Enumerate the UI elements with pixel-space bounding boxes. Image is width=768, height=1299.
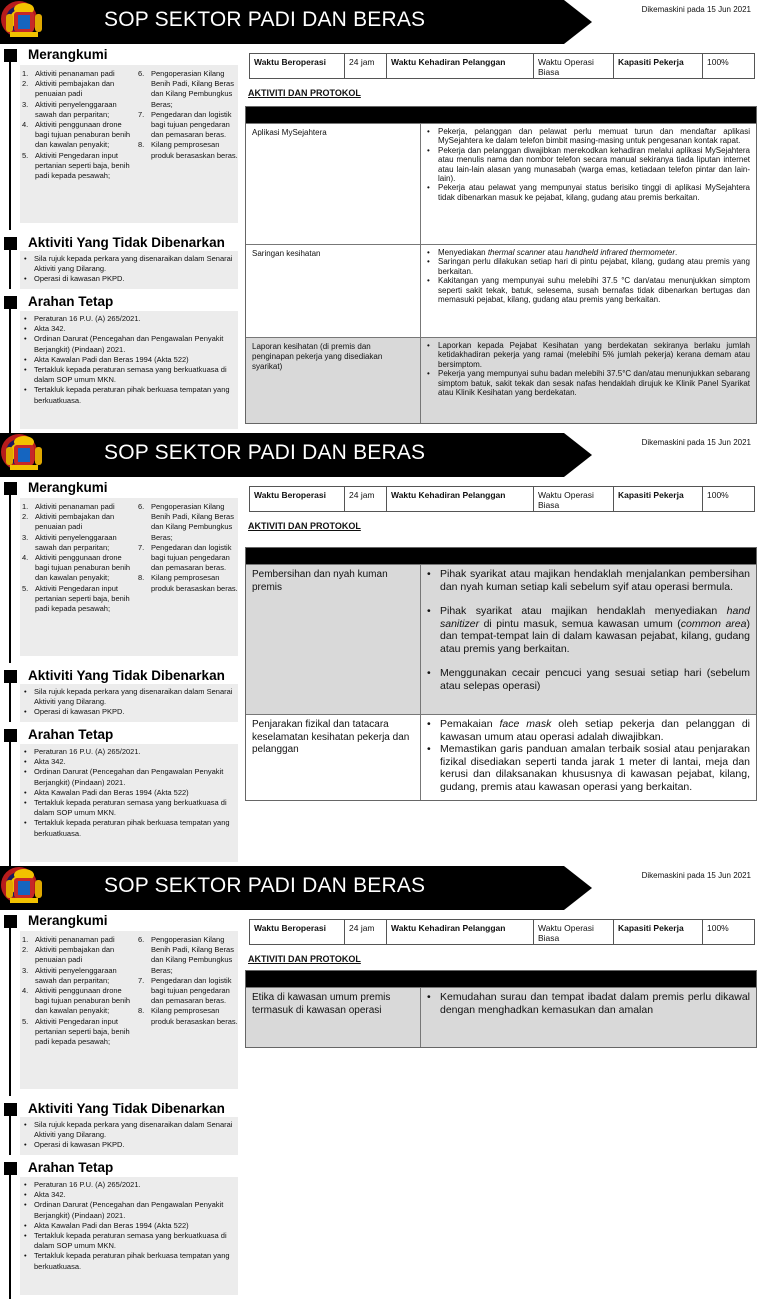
list-item-number: 1. (22, 502, 29, 511)
merangkumi-list-right (138, 935, 238, 1027)
list-item (22, 1221, 234, 1231)
bullet-icon: • (24, 254, 27, 263)
arahan-tetap-title: Arahan Tetap (28, 294, 114, 309)
kapasiti-label: Kapasiti Pekerja (614, 54, 703, 78)
table-row (246, 987, 756, 1047)
protokol-heading: AKTIVITI DAN PROTOKOL (248, 954, 361, 964)
bullet-icon: • (24, 767, 27, 777)
bullet-text: Pekerja atau pelawat yang mempunyai status berisiko tinggi di aplikasi MySejahtera tidak dibenarkan masuk ke pejabat, kilang, gudang atau premis berkaitan. (438, 183, 750, 202)
bullet-text: Kemudahan surau dan tempat ibadat dalam premis perlu dikawal dengan menghadkan kemasukan dan amalan (440, 991, 750, 1016)
list-item-text: Aktiviti Pengedaran input pertanian seperti baja, benih padi kepada pesawah; (35, 1016, 130, 1047)
tidak-dibenarkan-title: Aktiviti Yang Tidak Dibenarkan (28, 235, 225, 250)
table-header-bar (246, 971, 756, 987)
list-item-text: Akta 342. (34, 757, 66, 767)
sidebar-divider (9, 485, 11, 663)
list-item-text: Aktiviti penyelenggaraan sawah dan perparitan; (35, 99, 117, 119)
list-item-number: 2. (22, 512, 29, 522)
list-item-text: Kilang pemprosesan produk berasaskan beras. (151, 573, 238, 593)
list-item-text: Akta 342. (34, 324, 66, 334)
list-item-text: Peraturan 16 P.U. (A) 265/2021. (34, 747, 141, 756)
list-item (22, 502, 134, 512)
section-marker (4, 237, 17, 250)
bullet-item (427, 183, 750, 202)
list-item (22, 314, 234, 324)
sidebar-divider (9, 1174, 11, 1299)
bullet-icon: • (427, 183, 430, 193)
list-item (22, 986, 134, 1017)
list-item (22, 747, 234, 757)
bullet-item (427, 718, 750, 743)
list-item-number: 6. (138, 935, 145, 944)
merangkumi-list-right (138, 502, 238, 594)
sidebar-divider (9, 308, 11, 433)
bullet-icon: • (24, 354, 27, 364)
table-row (246, 714, 756, 800)
list-item (22, 1200, 234, 1220)
list-item (22, 324, 234, 334)
list-item-text: Operasi di kawasan PKPD. (34, 1140, 125, 1150)
list-item (138, 543, 238, 574)
arahan-tetap-list (22, 1180, 234, 1272)
list-item (22, 79, 134, 99)
bullet-text: Pemakaian face mask oleh setiap pekerja dan pelanggan di kawasan umum atau operasi adalah diwajibkan. (440, 718, 750, 743)
row-label: Laporan kesihatan (di premis dan penginapan pekerja yang disediakan syarikat) (246, 338, 421, 423)
bullet-icon: • (24, 757, 27, 767)
list-item-text: Aktiviti penanaman padi (35, 502, 115, 511)
list-item (22, 120, 134, 151)
bullet-icon: • (24, 1220, 27, 1230)
bullet-item (427, 341, 750, 369)
list-item (22, 945, 134, 965)
list-item-number: 3. (22, 99, 29, 109)
kehadiran-value: Waktu Operasi Biasa (534, 487, 614, 511)
kehadiran-value: Waktu Operasi Biasa (534, 54, 614, 78)
list-item-text: Akta 342. (34, 1190, 66, 1200)
kapasiti-label: Kapasiti Pekerja (614, 487, 703, 511)
row-label: Etika di kawasan umum premis termasuk di kawasan operasi (246, 988, 421, 1047)
row-bullets (421, 124, 756, 244)
list-item-number: 2. (22, 79, 29, 89)
section-marker (4, 49, 17, 62)
row-label: Saringan kesihatan (246, 245, 421, 337)
bullet-item (427, 146, 750, 184)
list-item (22, 687, 234, 707)
list-item (22, 553, 134, 584)
list-item (22, 1140, 234, 1150)
row-label: Aplikasi MySejahtera (246, 124, 421, 244)
list-item-text: Kilang pemprosesan produk berasaskan beras. (151, 1006, 238, 1026)
list-item (138, 935, 238, 976)
bullet-text: Menggunakan cecair pencuci yang sesuai setiap hari (sebelum atau selepas operasi) (440, 667, 750, 692)
bullet-item (427, 743, 750, 793)
protocol-table (245, 970, 757, 1048)
list-item-number: 3. (22, 965, 29, 975)
list-item-text: Tertakluk kepada peraturan pihak berkuasa tempatan yang berkuatkuasa. (34, 385, 230, 405)
section-marker (4, 670, 17, 683)
section-marker (4, 1162, 17, 1175)
list-item (22, 767, 234, 787)
bullet-item (427, 257, 750, 276)
list-item-number: 5. (22, 583, 29, 593)
list-item (138, 1006, 238, 1026)
list-item (138, 69, 238, 110)
list-item-text: Aktiviti Pengedaran input pertanian seperti baja, benih padi kepada pesawah; (35, 583, 130, 614)
bullet-text: Saringan perlu dilakukan setiap hari di pintu pejabat, kilang, gudang atau premis yang berkaitan. (438, 257, 750, 276)
list-item-text: Ordinan Darurat (Pencegahan dan Pengawalan Penyakit Berjangkit) (Pindaan) 2021. (34, 334, 224, 354)
list-item (22, 385, 234, 405)
spacer (427, 593, 750, 605)
sidebar-divider (9, 52, 11, 230)
bullet-icon: • (24, 787, 27, 797)
bullet-text: Pekerja, pelanggan dan pelawat perlu memuat turun dan mendaftar aplikasi MySejahtera ke dalam telefon bimbit masing-masing untuk pengesanan kontak rapat. (438, 127, 750, 146)
list-item-text: Ordinan Darurat (Pencegahan dan Pengawalan Penyakit Berjangkit) (Pindaan) 2021. (34, 767, 224, 787)
row-bullets (421, 338, 756, 423)
merangkumi-list-left (22, 935, 134, 1047)
bullet-icon: • (24, 1190, 27, 1200)
bullet-icon: • (24, 274, 27, 284)
bullet-icon: • (427, 718, 431, 730)
bullet-item (427, 369, 750, 397)
coat-of-arms-icon (0, 433, 48, 473)
list-item-number: 7. (138, 542, 145, 552)
kehadiran-label: Waktu Kehadiran Pelanggan (387, 54, 534, 78)
list-item-text: Akta Kawalan Padi dan Beras 1994 (Akta 522) (34, 787, 189, 797)
list-item-number: 4. (22, 120, 29, 130)
list-item (22, 365, 234, 385)
bullet-text: Memastikan garis panduan amalan terbaik sosial atau penjarakan fizikal disediakan seperti tanda jarak 1 meter di lantai, meja dan kerusi dan dilaksanakan khususnya di kawasan pejabat, kilang, gudang, premis atau kawasan operasi yang berkaitan. (440, 743, 750, 793)
list-item-number: 7. (138, 109, 145, 119)
table-row (246, 123, 756, 244)
bullet-icon: • (427, 276, 430, 286)
section-marker (4, 296, 17, 309)
list-item (22, 1231, 234, 1251)
list-item-text: Pengoperasian Kilang Benih Padi, Kilang Beras dan Kilang Pembungkus Beras; (151, 69, 234, 109)
bullet-icon: • (24, 314, 27, 323)
list-item-number: 4. (22, 553, 29, 563)
sidebar-divider (9, 249, 11, 289)
list-item-number: 5. (22, 1016, 29, 1026)
bullet-icon: • (427, 369, 430, 379)
list-item-text: Aktiviti penggunaan drone bagi tujuan penaburan benih dan kawalan penyakit; (35, 986, 131, 1016)
tidak-dibenarkan-list (22, 687, 234, 718)
list-item (22, 966, 134, 986)
bullet-icon: • (24, 1231, 27, 1241)
list-item-text: Aktiviti penanaman padi (35, 69, 115, 78)
bullet-icon: • (427, 257, 430, 267)
list-item (138, 502, 238, 543)
bullet-text: Pekerja dan pelanggan diwajibkan merekodkan kehadiran melalui aplikasi MySejahtera atau menulis nama dan nombor telefon secara manual sekiranya tiada liputan internet atau lain-lain alasan yang munasabah (warga emas, ketiadaan telefon pintar dan lain-lain). (438, 145, 750, 184)
list-item (22, 274, 234, 284)
list-item (138, 140, 238, 160)
sidebar-divider (9, 918, 11, 1096)
list-item-number: 4. (22, 986, 29, 996)
bullet-text: Pihak syarikat atau majikan hendaklah menjalankan pembersihan dan nyah kuman setiap kali sebelum syif atau operasi bermula. (440, 568, 750, 593)
bullet-icon: • (427, 145, 430, 155)
waktu-beroperasi-value: 24 jam (345, 920, 387, 944)
bullet-icon: • (427, 341, 430, 350)
list-item (22, 512, 134, 532)
list-item (22, 1190, 234, 1200)
list-item (22, 151, 134, 182)
bullet-item (427, 667, 750, 692)
list-item-text: Pengedaran dan logistik bagi tujuan pengedaran dan pemasaran beras. (151, 109, 232, 140)
updated-date: Dikemaskini pada 15 Jun 2021 (641, 438, 751, 447)
coat-of-arms-icon (0, 866, 48, 906)
kapasiti-label: Kapasiti Pekerja (614, 920, 703, 944)
bullet-icon: • (24, 365, 27, 375)
list-item-text: Sila rujuk kepada perkara yang disenaraikan dalam Senarai Aktiviti yang Dilarang. (34, 254, 233, 274)
list-item (138, 573, 238, 593)
bullet-item (427, 605, 750, 655)
list-item-text: Pengedaran dan logistik bagi tujuan pengedaran dan pemasaran beras. (151, 542, 232, 573)
page-title: SOP SEKTOR PADI DAN BERAS (104, 874, 426, 897)
list-item (22, 254, 234, 274)
section-marker (4, 1103, 17, 1116)
list-item-text: Sila rujuk kepada perkara yang disenaraikan dalam Senarai Aktiviti yang Dilarang. (34, 1120, 233, 1140)
list-item-number: 6. (138, 69, 145, 78)
protocol-table (245, 547, 757, 801)
list-item (22, 1180, 234, 1190)
header-banner (0, 866, 592, 910)
bullet-icon: • (24, 687, 27, 696)
list-item-text: Pengedaran dan logistik bagi tujuan pengedaran dan pemasaran beras. (151, 975, 232, 1006)
list-item-number: 8. (138, 140, 145, 150)
list-item (22, 100, 134, 120)
bullet-icon: • (24, 818, 27, 828)
header-banner (0, 433, 592, 477)
list-item-number: 1. (22, 935, 29, 944)
list-item-number: 1. (22, 69, 29, 78)
list-item-text: Aktiviti penanaman padi (35, 935, 115, 944)
merangkumi-title: Merangkumi (28, 47, 108, 62)
merangkumi-list-right (138, 69, 238, 161)
sidebar-divider (9, 1115, 11, 1155)
operation-info-table (249, 486, 755, 512)
sidebar (0, 477, 243, 866)
list-item (22, 69, 134, 79)
waktu-beroperasi-label: Waktu Beroperasi (250, 54, 345, 78)
page-3 (0, 866, 768, 1271)
merangkumi-title: Merangkumi (28, 913, 108, 928)
row-bullets (421, 565, 756, 714)
list-item-text: Aktiviti penyelenggaraan sawah dan perparitan; (35, 965, 117, 985)
bullet-item (427, 127, 750, 146)
bullet-icon: • (24, 334, 27, 344)
kapasiti-value: 100% (707, 490, 729, 500)
list-item (22, 584, 134, 615)
list-item (22, 788, 234, 798)
bullet-icon: • (24, 1120, 27, 1129)
merangkumi-list-left (22, 69, 134, 181)
section-marker (4, 915, 17, 928)
bullet-item (427, 568, 750, 593)
updated-date: Dikemaskini pada 15 Jun 2021 (641, 871, 751, 880)
bullet-icon: • (24, 1180, 27, 1189)
row-bullets (421, 715, 756, 800)
waktu-beroperasi-value: 24 jam (345, 54, 387, 78)
merangkumi-title: Merangkumi (28, 480, 108, 495)
tidak-dibenarkan-list (22, 254, 234, 285)
bullet-icon: • (427, 667, 431, 679)
spacer (427, 655, 750, 667)
bullet-icon: • (24, 1200, 27, 1210)
list-item (22, 1251, 234, 1271)
list-item (22, 355, 234, 365)
list-item-text: Tertakluk kepada peraturan pihak berkuasa tempatan yang berkuatkuasa. (34, 818, 230, 838)
bullet-icon: • (24, 707, 27, 717)
list-item-text: Tertakluk kepada peraturan semasa yang berkuatkuasa di dalam SOP umum MKN. (34, 798, 227, 818)
sidebar (0, 910, 243, 1299)
list-item (22, 533, 134, 553)
sidebar-divider (9, 682, 11, 722)
list-item-text: Aktiviti Pengedaran input pertanian seperti baja, benih padi kepada pesawah; (35, 150, 130, 181)
tidak-dibenarkan-title: Aktiviti Yang Tidak Dibenarkan (28, 1101, 225, 1116)
list-item-text: Peraturan 16 P.U. (A) 265/2021. (34, 1180, 141, 1189)
list-item-number: 2. (22, 945, 29, 955)
list-item-number: 5. (22, 150, 29, 160)
list-item-number: 8. (138, 573, 145, 583)
bullet-icon: • (24, 385, 27, 395)
tidak-dibenarkan-title: Aktiviti Yang Tidak Dibenarkan (28, 668, 225, 683)
list-item-text: Aktiviti penggunaan drone bagi tujuan penaburan benih dan kawalan penyakit; (35, 553, 131, 583)
table-row (246, 564, 756, 714)
list-item-text: Aktiviti pembajakan dan penuaian padi (35, 512, 115, 532)
section-marker (4, 482, 17, 495)
bullet-icon: • (427, 248, 430, 257)
list-item-text: Aktiviti pembajakan dan penuaian padi (35, 79, 115, 99)
list-item (22, 334, 234, 354)
table-row (246, 244, 756, 337)
bullet-text: Kakitangan yang mempunyai suhu melebihi 37.5 °C dan/atau menunjukkan simptom seperti sakit tekak, batuk, selesema, susah bernafas tidak dibenarkan bertugas dan memasuki pejabat, kilang, gudang atau premis yang berkaitan. (438, 276, 750, 305)
kehadiran-value: Waktu Operasi Biasa (534, 920, 614, 944)
list-item (22, 818, 234, 838)
list-item-number: 6. (138, 502, 145, 511)
arahan-tetap-title: Arahan Tetap (28, 1160, 114, 1175)
kapasiti-value: 100% (707, 57, 729, 67)
list-item-text: Aktiviti pembajakan dan penuaian padi (35, 945, 115, 965)
protocol-table (245, 106, 757, 424)
list-item-text: Pengoperasian Kilang Benih Padi, Kilang Beras dan Kilang Pembungkus Beras; (151, 935, 234, 975)
sidebar-divider (9, 741, 11, 866)
updated-date: Dikemaskini pada 15 Jun 2021 (641, 5, 751, 14)
list-item-text: Kilang pemprosesan produk berasaskan beras. (151, 140, 238, 160)
bullet-icon: • (24, 747, 27, 756)
bullet-icon: • (427, 568, 431, 580)
tidak-dibenarkan-list (22, 1120, 234, 1151)
page-2 (0, 433, 768, 866)
kehadiran-label: Waktu Kehadiran Pelanggan (387, 920, 534, 944)
section-marker (4, 729, 17, 742)
kehadiran-label: Waktu Kehadiran Pelanggan (387, 487, 534, 511)
list-item-text: Aktiviti penggunaan drone bagi tujuan penaburan benih dan kawalan penyakit; (35, 120, 131, 150)
list-item-text: Tertakluk kepada peraturan semasa yang berkuatkuasa di dalam SOP umum MKN. (34, 1231, 227, 1251)
list-item-text: Pengoperasian Kilang Benih Padi, Kilang Beras dan Kilang Pembungkus Beras; (151, 502, 234, 542)
list-item (22, 1120, 234, 1140)
arahan-tetap-list (22, 747, 234, 839)
bullet-item (427, 276, 750, 304)
operation-info-table (249, 53, 755, 79)
waktu-beroperasi-label: Waktu Beroperasi (250, 920, 345, 944)
bullet-text: Pihak syarikat atau majikan hendaklah menyediakan hand sanitizer di pintu masuk, semua kawasan umum (common area) dan tempat-tempat lain di dalam kawasan pejabat, kilang, gudang atau premis yang berkaitan. (440, 605, 750, 655)
sidebar (0, 44, 243, 433)
page-1 (0, 0, 768, 433)
list-item-text: Operasi di kawasan PKPD. (34, 707, 125, 717)
bullet-icon: • (24, 1251, 27, 1261)
page-title: SOP SEKTOR PADI DAN BERAS (104, 441, 426, 464)
row-bullets (421, 988, 756, 1047)
list-item-text: Peraturan 16 P.U. (A) 265/2021. (34, 314, 141, 323)
coat-of-arms-icon (0, 0, 48, 40)
bullet-icon: • (427, 605, 431, 617)
bullet-icon: • (427, 743, 431, 755)
arahan-tetap-title: Arahan Tetap (28, 727, 114, 742)
list-item (22, 935, 134, 945)
operation-info-table (249, 919, 755, 945)
row-label: Penjarakan fizikal dan tatacara keselamatan kesihatan pekerja dan pelanggan (246, 715, 421, 800)
bullet-icon: • (427, 127, 430, 136)
protokol-heading: AKTIVITI DAN PROTOKOL (248, 521, 361, 531)
bullet-icon: • (427, 991, 431, 1003)
merangkumi-list-left (22, 502, 134, 614)
page-title: SOP SEKTOR PADI DAN BERAS (104, 8, 426, 31)
list-item (138, 110, 238, 141)
bullet-text: Laporkan kepada Pejabat Kesihatan yang berdekatan sekiranya berlaku jumlah ketidakhadiran pekerja yang ramai (melebihi 5% jumlah pekerja) kerana demam atau bersimptom. (438, 341, 750, 369)
protokol-heading: AKTIVITI DAN PROTOKOL (248, 88, 361, 98)
list-item-text: Operasi di kawasan PKPD. (34, 274, 125, 284)
table-header-bar (246, 107, 756, 123)
list-item-text: Akta Kawalan Padi dan Beras 1994 (Akta 522) (34, 354, 189, 364)
list-item (22, 707, 234, 717)
bullet-icon: • (24, 324, 27, 334)
waktu-beroperasi-value: 24 jam (345, 487, 387, 511)
bullet-text: Pekerja yang mempunyai suhu badan melebihi 37.5°C dan/atau menunjukkan sebarang simptom batuk, sakit tekak dan sesak nafas hendaklah dirujuk ke Klinik Panel Syarikat atau Klinik Kesihatan yang berdekatan. (438, 369, 750, 398)
bullet-icon: • (24, 1140, 27, 1150)
kapasiti-value: 100% (707, 923, 729, 933)
list-item (22, 1017, 134, 1048)
bullet-item (427, 248, 750, 257)
list-item-text: Ordinan Darurat (Pencegahan dan Pengawalan Penyakit Berjangkit) (Pindaan) 2021. (34, 1200, 224, 1220)
waktu-beroperasi-label: Waktu Beroperasi (250, 487, 345, 511)
row-label: Pembersihan dan nyah kuman premis (246, 565, 421, 714)
list-item-text: Tertakluk kepada peraturan pihak berkuasa tempatan yang berkuatkuasa. (34, 1251, 230, 1271)
table-header-bar (246, 548, 756, 564)
list-item-text: Tertakluk kepada peraturan semasa yang berkuatkuasa di dalam SOP umum MKN. (34, 365, 227, 385)
row-bullets (421, 245, 756, 337)
list-item (22, 798, 234, 818)
bullet-icon: • (24, 798, 27, 808)
list-item-text: Aktiviti penyelenggaraan sawah dan perparitan; (35, 532, 117, 552)
list-item-text: Akta Kawalan Padi dan Beras 1994 (Akta 522) (34, 1220, 189, 1230)
bullet-item (427, 991, 750, 1016)
list-item (138, 976, 238, 1007)
list-item (22, 757, 234, 767)
arahan-tetap-list (22, 314, 234, 406)
list-item-number: 3. (22, 532, 29, 542)
list-item-text: Sila rujuk kepada perkara yang disenaraikan dalam Senarai Aktiviti yang Dilarang. (34, 687, 233, 707)
bullet-text: Menyediakan thermal scanner atau handheld infrared thermometer. (438, 248, 678, 257)
table-row (246, 337, 756, 423)
header-banner (0, 0, 592, 44)
list-item-number: 7. (138, 975, 145, 985)
list-item-number: 8. (138, 1006, 145, 1016)
